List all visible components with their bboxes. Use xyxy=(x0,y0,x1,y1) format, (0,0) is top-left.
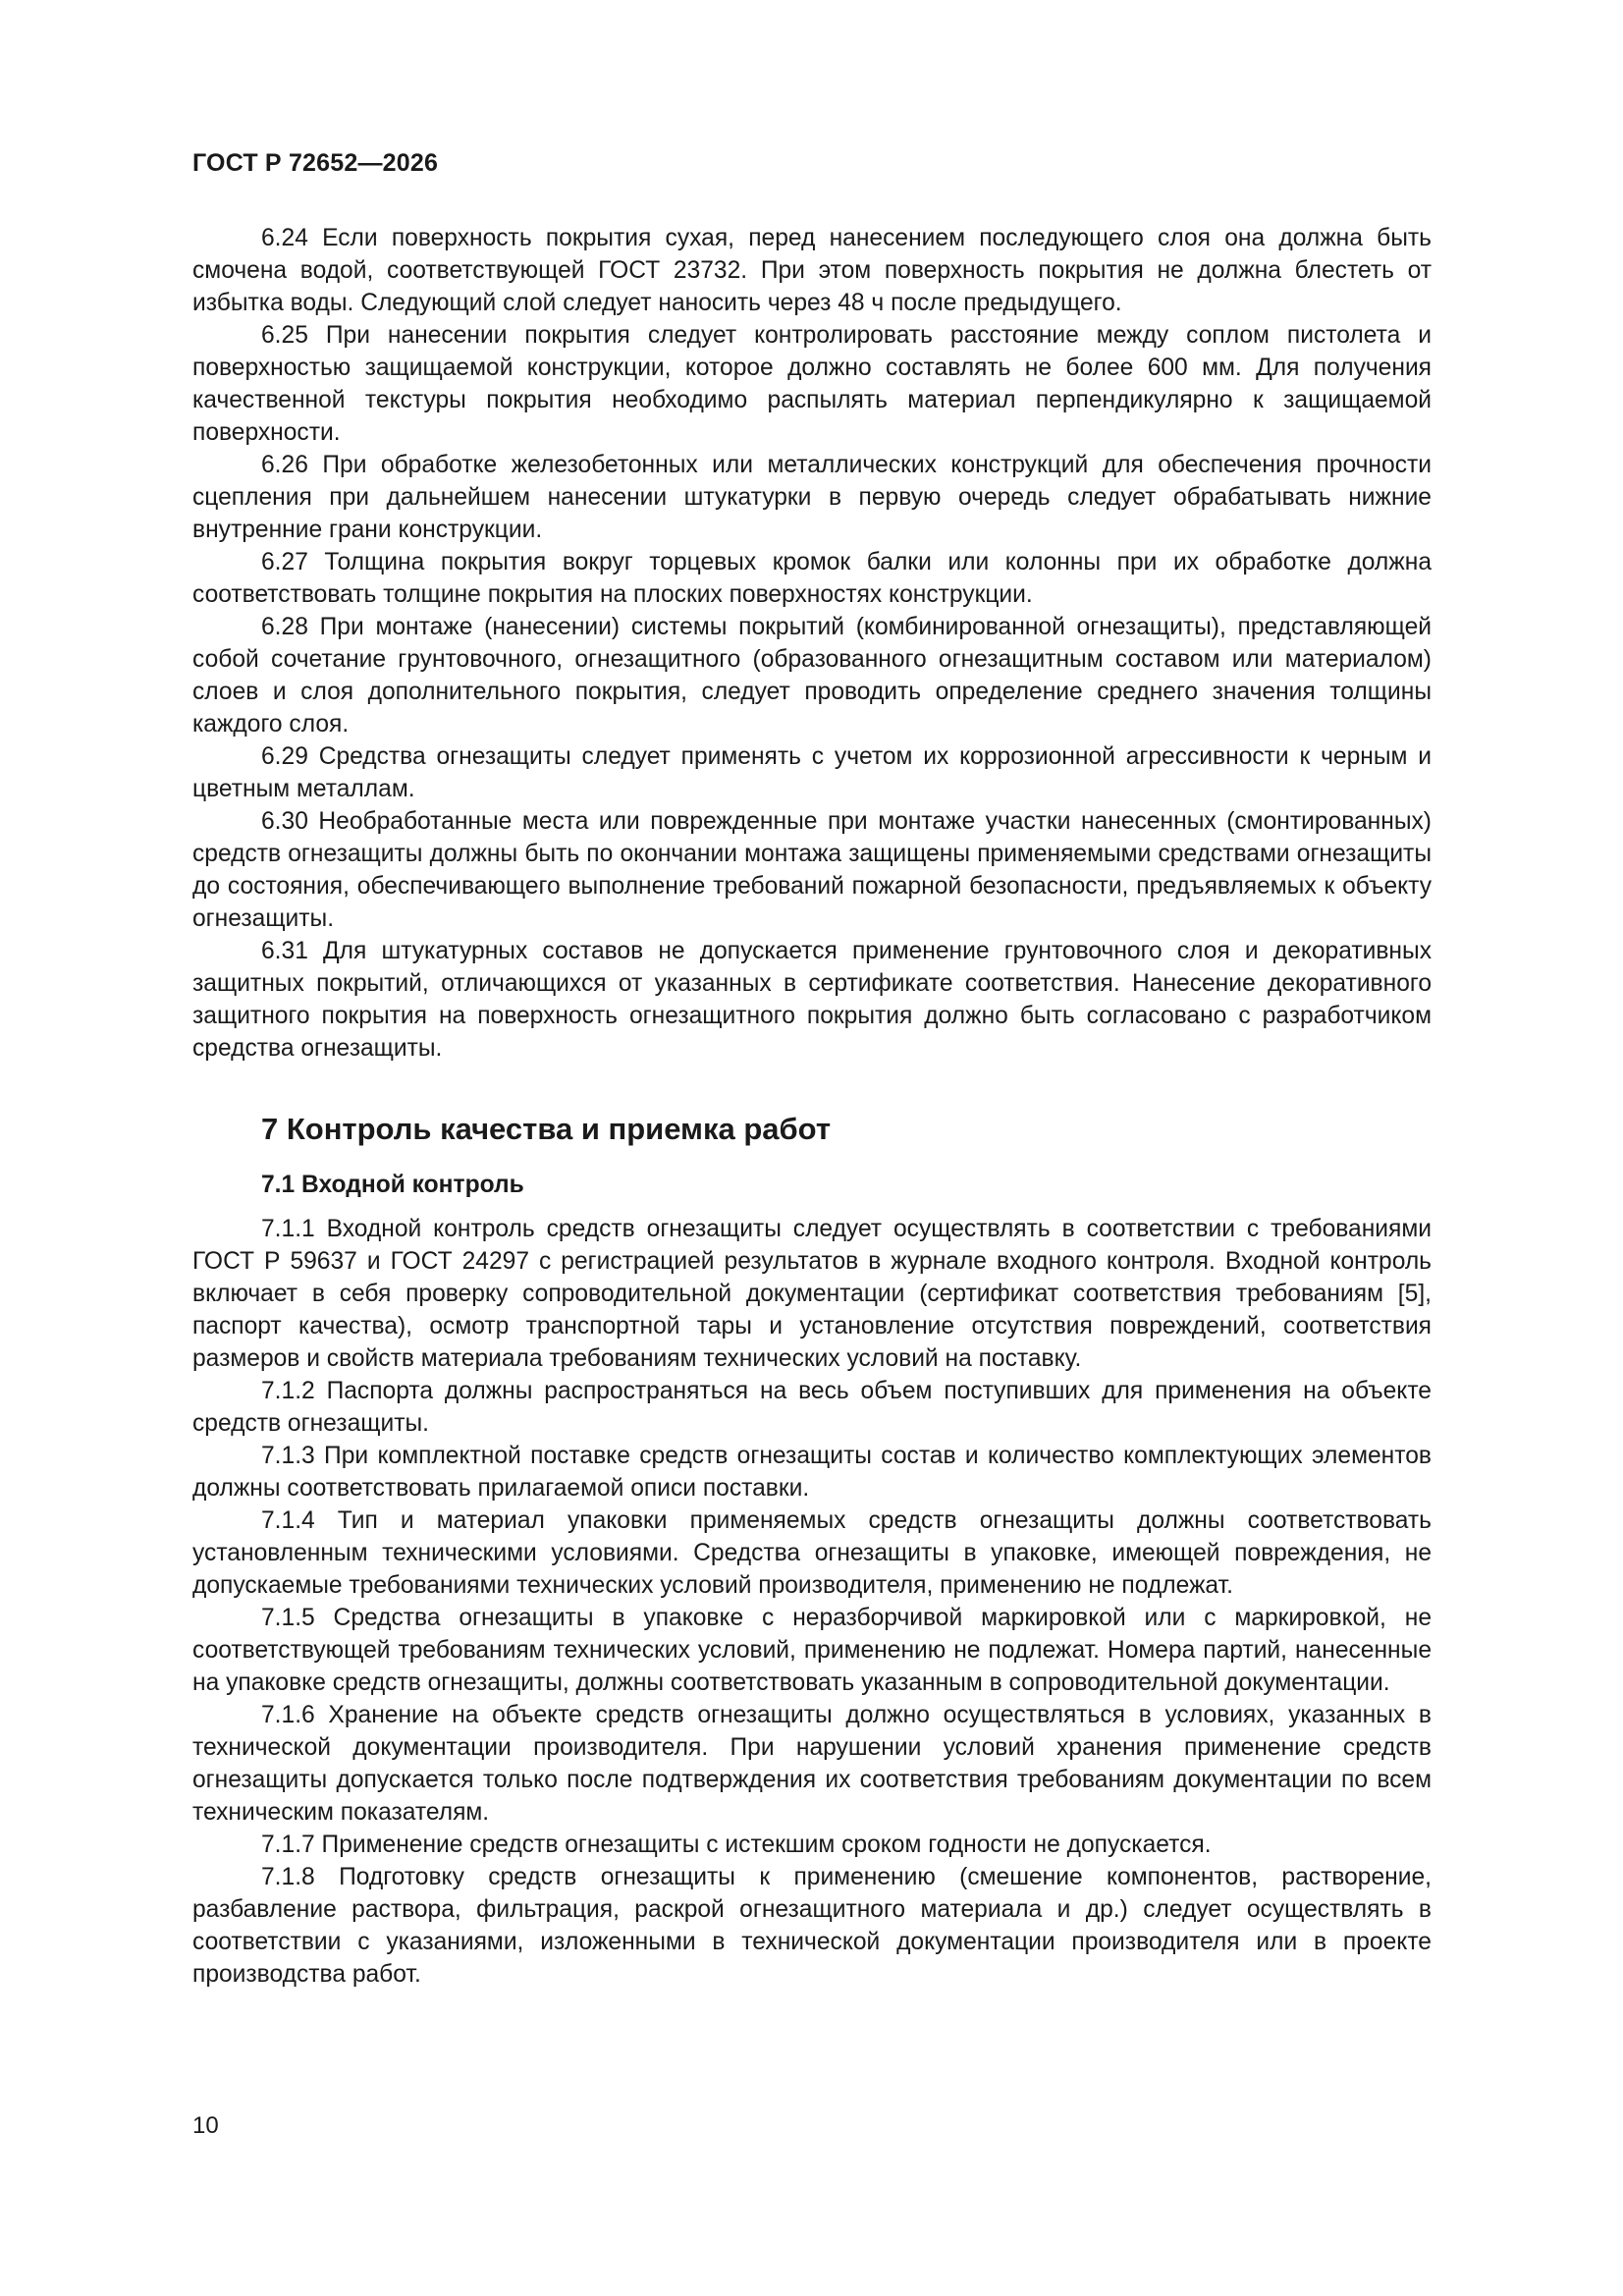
paragraph-6-29: 6.29 Средства огнезащиты следует применять с учетом их коррозионной агрессивности к черным и цветным металлам. xyxy=(192,743,1432,802)
paragraph-6-28: 6.28 При монтаже (нанесении) системы покрытий (комбинированной огнезащиты), представляющей собой сочетание грунтовочного, огнезащитного (образованного огнезащитным составом или материалом) слоев и слоя дополнительного покрытия, следует проводить определение среднего значения толщины каждого слоя. xyxy=(192,614,1432,738)
paragraph-6-25: 6.25 При нанесении покрытия следует контролировать расстояние между соплом пистолета и поверхностью защищаемой конструкции, которое должно составлять не более 600 мм. Для получения качественной текстуры покрытия необходимо распылять материал перпендикулярно к защищаемой поверхности. xyxy=(192,322,1432,446)
subsection-title: 7.1 Входной контроль xyxy=(261,1172,524,1198)
paragraph-7-1-7: 7.1.7 Применение средств огнезащиты с истекшим сроком годности не допускается. xyxy=(261,1831,1212,1858)
paragraph-6-24: 6.24 Если поверхность покрытия сухая, перед нанесением последующего слоя она должна быть смочена водой, соответствующей ГОСТ 23732. При этом поверхность покрытия не должна блестеть от избытка воды. Следующий слой следует наносить через 48 ч после предыдущего. xyxy=(192,225,1432,316)
paragraph-7-1-3: 7.1.3 При комплектной поставке средств огнезащиты состав и количество комплектующих элементов должны соответствовать прилагаемой описи поставки. xyxy=(192,1443,1432,1502)
paragraph-6-31: 6.31 Для штукатурных составов не допускается применение грунтовочного слоя и декоративных защитных покрытий, отличающихся от указанных в сертификате соответствия. Нанесение декоративного защитного покрытия на поверхность огнезащитного покрытия должно быть согласовано с разработчиком средства огнезащиты. xyxy=(192,938,1432,1062)
paragraph-7-1-6: 7.1.6 Хранение на объекте средств огнезащиты должно осуществляться в условиях, указанных в технической документации производителя. При нарушении условий хранения применение средств огнезащиты допускается только после подтверждения их соответствия требованиям документации по всем техническим показателям. xyxy=(192,1702,1432,1826)
paragraph-6-27: 6.27 Толщина покрытия вокруг торцевых кромок балки или колонны при их обработке должна соответствовать толщине покрытия на плоских поверхностях конструкции. xyxy=(192,549,1432,608)
document-body xyxy=(192,222,1432,1991)
paragraph-7-1-5: 7.1.5 Средства огнезащиты в упаковке с неразборчивой маркировкой или с маркировкой, не соответствующей требованиям технических условий, применению не подлежат. Номера партий, нанесенные на упаковке средств огнезащиты, должны соответствовать указанным в сопроводительной документации. xyxy=(192,1605,1432,1696)
paragraph-7-1-1: 7.1.1 Входной контроль средств огнезащиты следует осуществлять в соответствии с требованиями ГОСТ Р 59637 и ГОСТ 24297 с регистрацией результатов в журнале входного контроля. Входной контроль включает в себя проверку сопроводительной документации (сертификат соответствия требованиям [5], паспорт качества), осмотр транспортной тары и установление отсутствия повреждений, соответствия размеров и свойств материала требованиям технических условий на поставку. xyxy=(192,1216,1432,1372)
document-code: ГОСТ Р 72652—2026 xyxy=(192,149,439,177)
paragraph-7-1-2: 7.1.2 Паспорта должны распространяться на весь объем поступивших для применения на объекте средств огнезащиты. xyxy=(192,1378,1432,1437)
section-title: 7 Контроль качества и приемка работ xyxy=(261,1112,832,1146)
paragraph-6-30: 6.30 Необработанные места или поврежденные при монтаже участки нанесенных (смонтированных) средств огнезащиты должны быть по окончании монтажа защищены применяемыми средствами огнезащиты до состояния, обеспечивающего выполнение требований пожарной безопасности, предъявляемых к объекту огнезащиты. xyxy=(192,808,1432,932)
paragraph-6-26: 6.26 При обработке железобетонных или металлических конструкций для обеспечения прочности сцепления при дальнейшем нанесении штукатурки в первую очередь следует обрабатывать нижние внутренние грани конструкции. xyxy=(192,452,1432,543)
paragraph-7-1-4: 7.1.4 Тип и материал упаковки применяемых средств огнезащиты должны соответствовать установленным техническими условиями. Средства огнезащиты в упаковке, имеющей повреждения, не допускаемые требованиями технических условий производителя, применению не подлежат. xyxy=(192,1507,1432,1599)
paragraph-7-1-8: 7.1.8 Подготовку средств огнезащиты к применению (смешение компонентов, растворение, разбавление раствора, фильтрация, раскрой огнезащитного материала и др.) следует осуществлять в соответствии с указаниями, изложенными в технической документации производителя или в проекте производства работ. xyxy=(192,1864,1432,1988)
page-number: 10 xyxy=(192,2112,219,2139)
